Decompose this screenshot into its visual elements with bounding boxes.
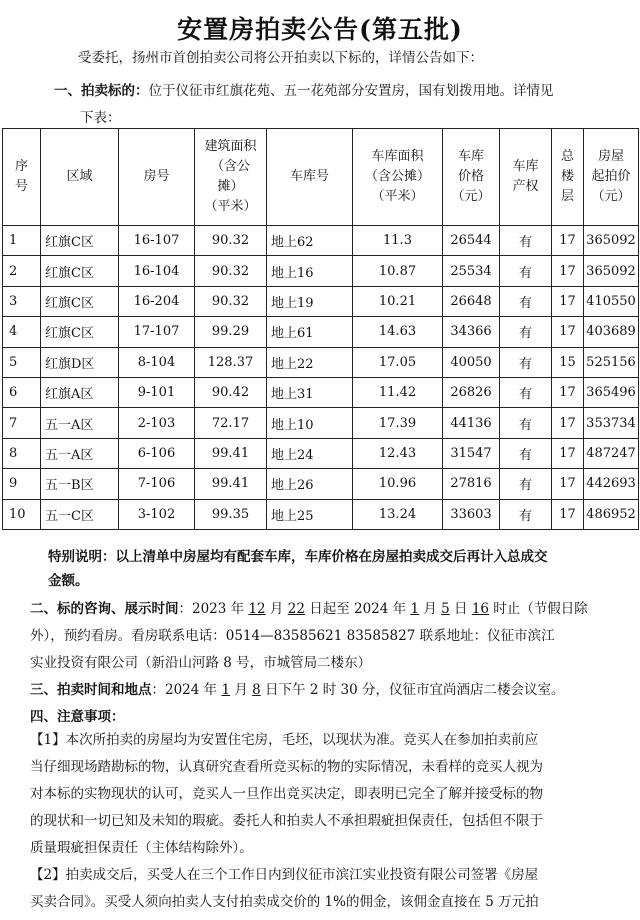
cell-area: 红旗D区 xyxy=(41,347,119,377)
cell-start-price: 525156 xyxy=(584,347,639,377)
cell-start-price: 365092 xyxy=(584,226,639,256)
cell-floors: 17 xyxy=(552,226,584,256)
cell-garage-area: 13.24 xyxy=(353,499,443,529)
cell-floors: 17 xyxy=(552,438,584,468)
note-1-line: 【1】本次所拍卖的房屋均为安置住宅房，毛坯，以现状为准。竞买人在参加拍卖前应 xyxy=(30,732,539,748)
cell-garage-no: 地上10 xyxy=(267,408,353,438)
cell-garage-no: 地上25 xyxy=(267,499,353,529)
cell-floors: 15 xyxy=(552,347,584,377)
section2-text: 月 xyxy=(265,601,288,617)
cell-start-price: 410550 xyxy=(584,286,639,316)
cell-index: 7 xyxy=(3,408,41,438)
cell-garage-area: 11.42 xyxy=(353,377,443,407)
page-title: 安置房拍卖公告(第五批) xyxy=(177,15,463,44)
cell-garage-no: 地上16 xyxy=(267,256,353,286)
cell-garage-no: 地上61 xyxy=(267,317,353,347)
cell-garage-title: 有 xyxy=(500,226,552,256)
section4-label: 四、注意事项： xyxy=(30,709,125,725)
cell-index: 5 xyxy=(3,347,41,377)
cell-garage-area: 17.39 xyxy=(353,408,443,438)
cell-area: 红旗C区 xyxy=(41,256,119,286)
cell-garage-title: 有 xyxy=(500,469,552,499)
table-body xyxy=(3,226,639,530)
cell-garage-area: 14.63 xyxy=(353,317,443,347)
cell-room: 16-104 xyxy=(119,256,195,286)
section2-hour: 16 xyxy=(471,601,490,617)
cell-garage-price: 31547 xyxy=(443,438,500,468)
cell-room: 3-102 xyxy=(119,499,195,529)
cell-start-price: 365092 xyxy=(584,256,639,286)
cell-index: 1 xyxy=(3,226,41,256)
section3-day: 8 xyxy=(252,682,261,698)
cell-area: 五一B区 xyxy=(41,469,119,499)
cell-index: 4 xyxy=(3,317,41,347)
cell-garage-no: 地上31 xyxy=(267,377,353,407)
cell-area: 红旗C区 xyxy=(41,226,119,256)
cell-garage-no: 地上24 xyxy=(267,438,353,468)
table-row xyxy=(3,286,639,316)
table-row xyxy=(3,438,639,468)
table-row xyxy=(3,377,639,407)
cell-building-area: 99.29 xyxy=(195,317,267,347)
cell-garage-area: 17.05 xyxy=(353,347,443,377)
section3-text: 月 xyxy=(230,682,253,698)
cell-garage-no: 地上22 xyxy=(267,347,353,377)
cell-building-area: 90.32 xyxy=(195,226,267,256)
header-area: 区域 xyxy=(41,129,119,226)
table-row xyxy=(3,408,639,438)
cell-floors: 17 xyxy=(552,469,584,499)
cell-building-area: 128.37 xyxy=(195,347,267,377)
cell-start-price: 403689 xyxy=(584,317,639,347)
section2-day2: 5 xyxy=(441,601,450,617)
special-note-1: 特别说明：以上清单中房屋均有配套车库，车库价格在房屋拍卖成交后再计入总成交 xyxy=(48,549,548,565)
cell-garage-no: 地上62 xyxy=(267,226,353,256)
cell-building-area: 90.42 xyxy=(195,377,267,407)
cell-garage-price: 27816 xyxy=(443,469,500,499)
cell-floors: 17 xyxy=(552,286,584,316)
section2-text: 日起至 2024 年 xyxy=(304,601,411,617)
section2-text: ：2023 年 xyxy=(178,601,249,617)
special-note-2: 金额。 xyxy=(48,573,89,589)
section1-text: 位于仪征市红旗花苑、五一花苑部分安置房，国有划拨用地。详情见 xyxy=(148,83,554,99)
cell-garage-no: 地上26 xyxy=(267,469,353,499)
table-row xyxy=(3,226,639,256)
section2-month2: 1 xyxy=(410,601,420,617)
section3-label: 三、拍卖时间和地点 xyxy=(30,682,152,698)
intro-text: 受委托，扬州市首创拍卖公司将公开拍卖以下标的，详情公告如下： xyxy=(78,50,483,66)
section2-text: 日 xyxy=(449,601,472,617)
cell-start-price: 365496 xyxy=(584,377,639,407)
cell-garage-area: 11.3 xyxy=(353,226,443,256)
table-row xyxy=(3,347,639,377)
section3-month: 1 xyxy=(221,682,231,698)
note-2 xyxy=(30,862,610,916)
cell-building-area: 90.32 xyxy=(195,256,267,286)
cell-garage-price: 26544 xyxy=(443,226,500,256)
cell-room: 8-104 xyxy=(119,347,195,377)
table-row xyxy=(3,469,639,499)
cell-building-area: 99.41 xyxy=(195,469,267,499)
section2-month1: 12 xyxy=(248,601,266,617)
cell-garage-price: 34366 xyxy=(443,317,500,347)
cell-room: 6-106 xyxy=(119,438,195,468)
cell-room: 16-204 xyxy=(119,286,195,316)
cell-index: 2 xyxy=(3,256,41,286)
cell-garage-no: 地上19 xyxy=(267,286,353,316)
cell-start-price: 353734 xyxy=(584,408,639,438)
cell-area: 红旗C区 xyxy=(41,286,119,316)
note-1-line: 质量瑕疵担保责任（主体结构除外）。 xyxy=(30,840,253,856)
note-2-line: 买卖合同》。买受人须向拍卖人支付拍卖成交价的 1%的佣金，该佣金直接在 5 万元拍 xyxy=(30,894,539,910)
header-room: 房号 xyxy=(119,129,195,226)
section2-text: 月 xyxy=(419,601,442,617)
section1-label: 一、拍卖标的： xyxy=(54,83,149,99)
header-start-price: 房屋 起拍价 （元） xyxy=(584,129,639,226)
table-row xyxy=(3,256,639,286)
cell-floors: 17 xyxy=(552,499,584,529)
header-index: 序 号 xyxy=(3,129,41,226)
cell-floors: 17 xyxy=(552,256,584,286)
cell-building-area: 72.17 xyxy=(195,408,267,438)
cell-area: 红旗A区 xyxy=(41,377,119,407)
note-2-line: 【2】拍卖成交后，买受人在三个工作日内到仪征市滨江实业投资有限公司签署《房屋 xyxy=(30,867,539,883)
header-building-area: 建筑面积 （含公 摊） （平米） xyxy=(195,129,267,226)
cell-garage-area: 10.87 xyxy=(353,256,443,286)
cell-garage-price: 44136 xyxy=(443,408,500,438)
cell-room: 2-103 xyxy=(119,408,195,438)
note-1-line: 当仔细现场踏勘标的物，认真研究查看所竞买标的物的实际情况，未看样的竞买人视为 xyxy=(30,759,543,775)
section2-line2: 外），预约看房。看房联系电话：0514—83585621 83585827 联系地址：仪征市滨江 xyxy=(30,628,555,644)
header-garage-area: 车库面积 （含公摊） （平米） xyxy=(353,129,443,226)
section3-line xyxy=(30,678,564,698)
cell-garage-area: 12.43 xyxy=(353,438,443,468)
note-1-line: 对本标的实物现状的认可，竞买人一旦作出竞买决定，即表明已完全了解并接受标的物 xyxy=(30,786,543,802)
cell-area: 五一C区 xyxy=(41,499,119,529)
cell-building-area: 99.41 xyxy=(195,438,267,468)
cell-index: 9 xyxy=(3,469,41,499)
cell-garage-title: 有 xyxy=(500,377,552,407)
cell-room: 17-107 xyxy=(119,317,195,347)
cell-garage-price: 26826 xyxy=(443,377,500,407)
header-garage-no: 车库号 xyxy=(267,129,353,226)
cell-garage-price: 25534 xyxy=(443,256,500,286)
cell-building-area: 99.35 xyxy=(195,499,267,529)
cell-garage-area: 10.21 xyxy=(353,286,443,316)
section1-cont: 下表： xyxy=(80,110,121,126)
cell-index: 3 xyxy=(3,286,41,316)
table-header-row xyxy=(3,129,639,226)
cell-garage-price: 26648 xyxy=(443,286,500,316)
section1-line xyxy=(54,79,554,99)
note-1 xyxy=(30,727,610,862)
cell-area: 红旗C区 xyxy=(41,317,119,347)
cell-start-price: 487247 xyxy=(584,438,639,468)
cell-area: 五一A区 xyxy=(41,408,119,438)
cell-start-price: 442693 xyxy=(584,469,639,499)
table-row xyxy=(3,317,639,347)
cell-garage-title: 有 xyxy=(500,256,552,286)
cell-area: 五一A区 xyxy=(41,438,119,468)
cell-room: 16-107 xyxy=(119,226,195,256)
section2-line1 xyxy=(30,597,588,617)
cell-building-area: 90.32 xyxy=(195,286,267,316)
header-garage-title: 车库 产权 xyxy=(500,129,552,226)
section2-text: 时止（节假日除 xyxy=(489,601,588,617)
cell-garage-price: 33603 xyxy=(443,499,500,529)
cell-index: 6 xyxy=(3,377,41,407)
cell-floors: 17 xyxy=(552,377,584,407)
cell-garage-title: 有 xyxy=(500,347,552,377)
section2-label: 二、标的咨询、展示时间 xyxy=(30,601,179,617)
section2-day1: 22 xyxy=(287,601,305,617)
cell-garage-title: 有 xyxy=(500,286,552,316)
header-garage-price: 车库 价格 （元） xyxy=(443,129,500,226)
header-floors: 总 楼 层 xyxy=(552,129,584,226)
cell-garage-area: 10.96 xyxy=(353,469,443,499)
cell-garage-title: 有 xyxy=(500,317,552,347)
cell-index: 8 xyxy=(3,438,41,468)
cell-room: 9-101 xyxy=(119,377,195,407)
table-row xyxy=(3,499,639,529)
cell-garage-title: 有 xyxy=(500,408,552,438)
cell-start-price: 486952 xyxy=(584,499,639,529)
cell-index: 10 xyxy=(3,499,41,529)
note-1-line: 的现状和一切已知及未知的瑕疵。委托人和拍卖人不承担瑕疵担保责任，包括但不限于 xyxy=(30,813,543,829)
cell-garage-title: 有 xyxy=(500,438,552,468)
section2-line3: 实业投资有限公司（新沿山河路 8 号，市城管局二楼东） xyxy=(30,655,372,671)
cell-floors: 17 xyxy=(552,408,584,438)
section3-text: ：2024 年 xyxy=(151,682,222,698)
section3-text: 日下午 2 时 30 分，仪征市宜尚酒店二楼会议室。 xyxy=(260,682,565,698)
property-table xyxy=(2,128,639,530)
cell-garage-price: 40050 xyxy=(443,347,500,377)
cell-floors: 17 xyxy=(552,317,584,347)
cell-room: 7-106 xyxy=(119,469,195,499)
cell-garage-title: 有 xyxy=(500,499,552,529)
